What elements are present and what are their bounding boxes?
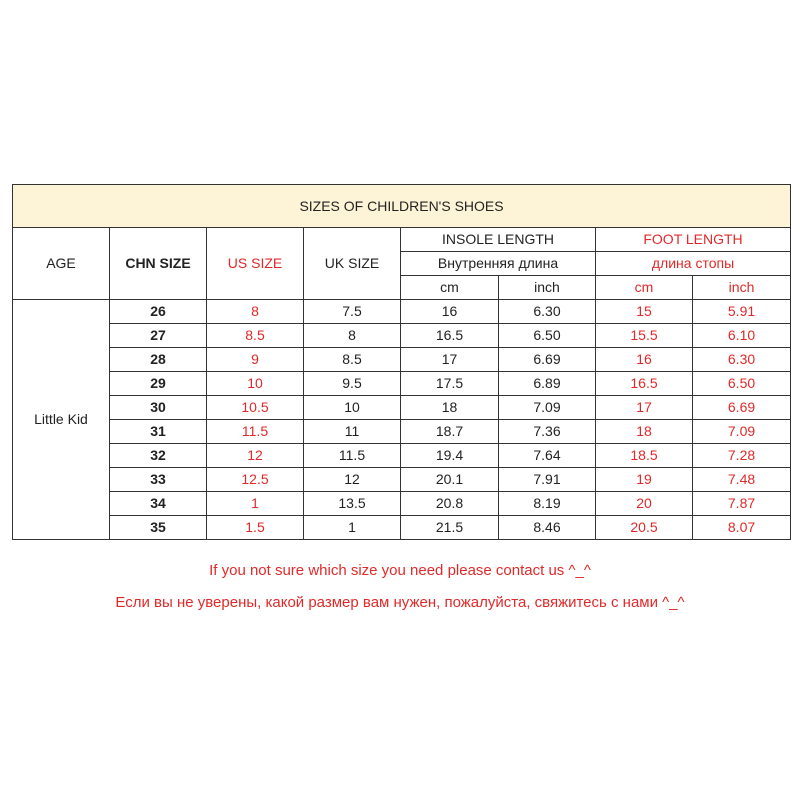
cell-foot-cm: 15.5 bbox=[596, 324, 693, 348]
cell-foot-inch: 7.28 bbox=[693, 444, 791, 468]
cell-us-size: 1 bbox=[207, 492, 304, 516]
cell-chn-size: 26 bbox=[110, 300, 207, 324]
cell-foot-cm: 16.5 bbox=[596, 372, 693, 396]
cell-insole-inch: 7.91 bbox=[499, 468, 596, 492]
cell-insole-cm: 17.5 bbox=[401, 372, 499, 396]
cell-insole-inch: 7.36 bbox=[499, 420, 596, 444]
cell-insole-cm: 20.8 bbox=[401, 492, 499, 516]
table-row bbox=[13, 468, 791, 492]
cell-uk-size: 13.5 bbox=[304, 492, 401, 516]
cell-us-size: 12 bbox=[207, 444, 304, 468]
cell-insole-inch: 6.89 bbox=[499, 372, 596, 396]
cell-us-size: 9 bbox=[207, 348, 304, 372]
cell-us-size: 1.5 bbox=[207, 516, 304, 540]
cell-insole-cm: 18.7 bbox=[401, 420, 499, 444]
cell-uk-size: 8 bbox=[304, 324, 401, 348]
table-title: SIZES OF CHILDREN'S SHOES bbox=[13, 185, 791, 228]
header-foot-cm: cm bbox=[596, 276, 693, 300]
cell-uk-size: 8.5 bbox=[304, 348, 401, 372]
cell-foot-inch: 5.91 bbox=[693, 300, 791, 324]
table-row bbox=[13, 444, 791, 468]
header-us-size: US SIZE bbox=[207, 228, 304, 300]
cell-foot-inch: 8.07 bbox=[693, 516, 791, 540]
cell-insole-cm: 20.1 bbox=[401, 468, 499, 492]
cell-chn-size: 27 bbox=[110, 324, 207, 348]
cell-chn-size: 28 bbox=[110, 348, 207, 372]
cell-foot-cm: 17 bbox=[596, 396, 693, 420]
cell-foot-inch: 7.09 bbox=[693, 420, 791, 444]
cell-insole-cm: 21.5 bbox=[401, 516, 499, 540]
cell-insole-inch: 8.46 bbox=[499, 516, 596, 540]
table-row bbox=[13, 348, 791, 372]
cell-chn-size: 33 bbox=[110, 468, 207, 492]
cell-insole-inch: 6.69 bbox=[499, 348, 596, 372]
cell-foot-inch: 6.50 bbox=[693, 372, 791, 396]
cell-us-size: 10 bbox=[207, 372, 304, 396]
table-row bbox=[13, 516, 791, 540]
cell-uk-size: 12 bbox=[304, 468, 401, 492]
header-chn-size: CHN SIZE bbox=[110, 228, 207, 300]
header-row-1 bbox=[13, 228, 791, 252]
cell-insole-cm: 18 bbox=[401, 396, 499, 420]
cell-uk-size: 9.5 bbox=[304, 372, 401, 396]
cell-us-size: 8 bbox=[207, 300, 304, 324]
cell-chn-size: 31 bbox=[110, 420, 207, 444]
cell-uk-size: 11.5 bbox=[304, 444, 401, 468]
cell-chn-size: 30 bbox=[110, 396, 207, 420]
title-row bbox=[13, 185, 791, 228]
cell-insole-cm: 17 bbox=[401, 348, 499, 372]
cell-insole-cm: 16 bbox=[401, 300, 499, 324]
cell-chn-size: 29 bbox=[110, 372, 207, 396]
note-russian: Если вы не уверены, какой размер вам нужен, пожалуйста, свяжитесь с нами ^_^ bbox=[115, 594, 685, 611]
cell-foot-cm: 19 bbox=[596, 468, 693, 492]
cell-chn-size: 32 bbox=[110, 444, 207, 468]
cell-uk-size: 11 bbox=[304, 420, 401, 444]
cell-insole-cm: 19.4 bbox=[401, 444, 499, 468]
cell-foot-cm: 20 bbox=[596, 492, 693, 516]
cell-insole-inch: 7.64 bbox=[499, 444, 596, 468]
cell-us-size: 8.5 bbox=[207, 324, 304, 348]
cell-uk-size: 7.5 bbox=[304, 300, 401, 324]
cell-us-size: 11.5 bbox=[207, 420, 304, 444]
cell-insole-cm: 16.5 bbox=[401, 324, 499, 348]
cell-chn-size: 34 bbox=[110, 492, 207, 516]
cell-insole-inch: 6.30 bbox=[499, 300, 596, 324]
header-insole-length-ru: Внутренняя длина bbox=[401, 252, 596, 276]
header-foot-length: FOOT LENGTH bbox=[596, 228, 791, 252]
table-row bbox=[13, 324, 791, 348]
cell-uk-size: 1 bbox=[304, 516, 401, 540]
cell-foot-cm: 20.5 bbox=[596, 516, 693, 540]
table-row bbox=[13, 420, 791, 444]
size-chart-table bbox=[12, 184, 791, 540]
cell-foot-cm: 18.5 bbox=[596, 444, 693, 468]
table-row bbox=[13, 300, 791, 324]
note-english: If you not sure which size you need please contact us ^_^ bbox=[209, 562, 591, 579]
age-group-cell: Little Kid bbox=[13, 300, 110, 540]
cell-foot-inch: 6.10 bbox=[693, 324, 791, 348]
cell-insole-inch: 7.09 bbox=[499, 396, 596, 420]
header-insole-length: INSOLE LENGTH bbox=[401, 228, 596, 252]
cell-foot-cm: 15 bbox=[596, 300, 693, 324]
header-insole-cm: cm bbox=[401, 276, 499, 300]
header-age: AGE bbox=[13, 228, 110, 300]
cell-us-size: 10.5 bbox=[207, 396, 304, 420]
cell-insole-inch: 8.19 bbox=[499, 492, 596, 516]
table-row bbox=[13, 492, 791, 516]
cell-chn-size: 35 bbox=[110, 516, 207, 540]
cell-insole-inch: 6.50 bbox=[499, 324, 596, 348]
cell-foot-inch: 7.87 bbox=[693, 492, 791, 516]
cell-foot-inch: 6.69 bbox=[693, 396, 791, 420]
table-row bbox=[13, 372, 791, 396]
cell-foot-cm: 18 bbox=[596, 420, 693, 444]
cell-us-size: 12.5 bbox=[207, 468, 304, 492]
cell-foot-inch: 7.48 bbox=[693, 468, 791, 492]
cell-foot-inch: 6.30 bbox=[693, 348, 791, 372]
cell-foot-cm: 16 bbox=[596, 348, 693, 372]
header-foot-inch: inch bbox=[693, 276, 791, 300]
table-row bbox=[13, 396, 791, 420]
header-foot-length-ru: длина стопы bbox=[596, 252, 791, 276]
header-uk-size: UK SIZE bbox=[304, 228, 401, 300]
header-insole-inch: inch bbox=[499, 276, 596, 300]
cell-uk-size: 10 bbox=[304, 396, 401, 420]
